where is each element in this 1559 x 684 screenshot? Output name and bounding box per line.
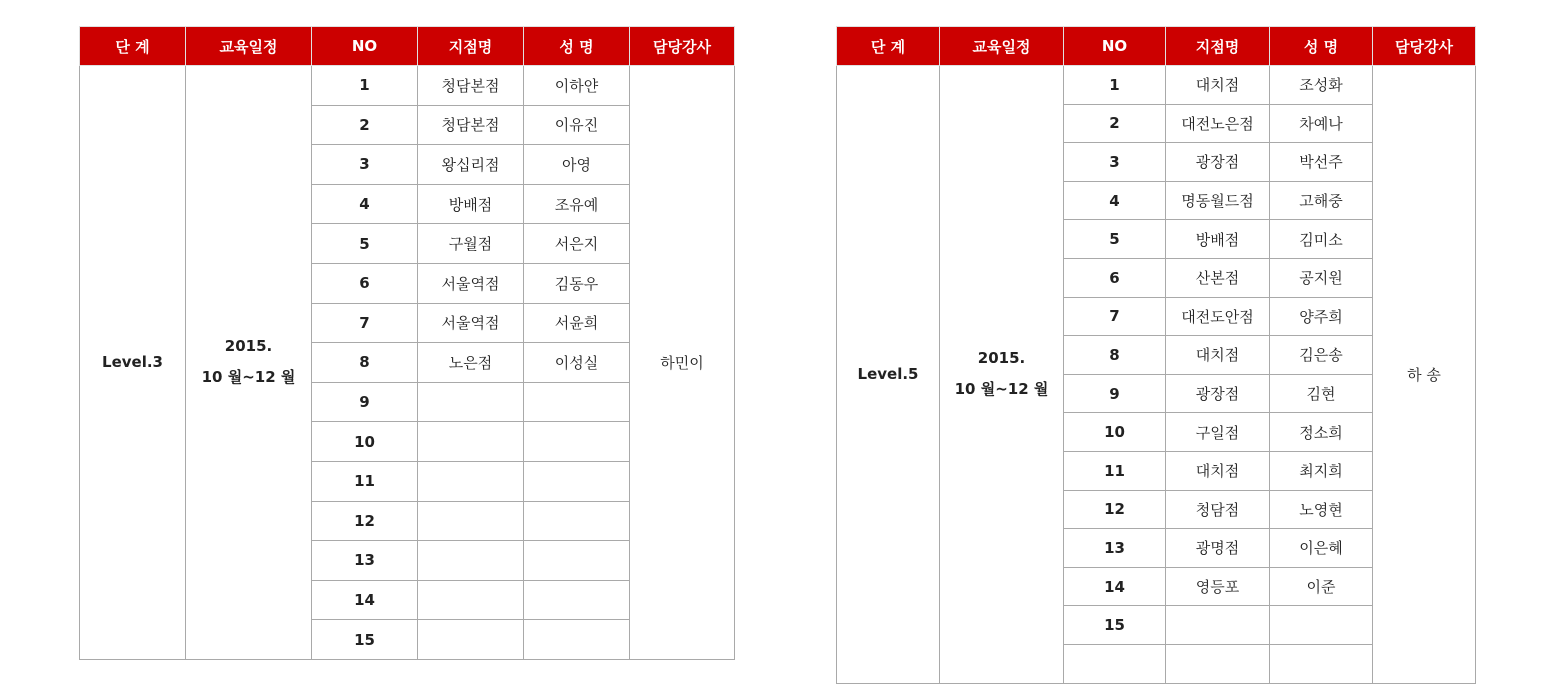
period-year: 2015. bbox=[977, 349, 1026, 368]
period-cell bbox=[940, 66, 1064, 684]
table-row bbox=[80, 66, 735, 106]
row-name: 이준 bbox=[1270, 567, 1373, 606]
row-name: 아영 bbox=[524, 145, 630, 185]
row-branch: 왕십리점 bbox=[418, 145, 524, 185]
row-name bbox=[524, 501, 630, 541]
row-name: 서은지 bbox=[524, 224, 630, 264]
schedule-table-level5 bbox=[836, 26, 1476, 684]
row-name bbox=[524, 422, 630, 462]
row-no: 11 bbox=[312, 461, 418, 501]
period-months: 10 월~12 월 bbox=[201, 368, 296, 387]
row-branch bbox=[418, 501, 524, 541]
row-no: 11 bbox=[1064, 451, 1166, 490]
row-branch: 대치점 bbox=[1166, 336, 1270, 375]
row-no: 5 bbox=[312, 224, 418, 264]
row-no: 9 bbox=[312, 382, 418, 422]
row-name: 조유예 bbox=[524, 184, 630, 224]
row-branch bbox=[418, 382, 524, 422]
row-no: 4 bbox=[312, 184, 418, 224]
row-no: 7 bbox=[1064, 297, 1166, 336]
row-no: 13 bbox=[1064, 529, 1166, 568]
row-no: 14 bbox=[1064, 567, 1166, 606]
row-branch: 대치점 bbox=[1166, 66, 1270, 105]
header-no: NO bbox=[312, 27, 418, 66]
header-row bbox=[80, 27, 735, 66]
row-name: 박선주 bbox=[1270, 143, 1373, 182]
row-no: 3 bbox=[1064, 143, 1166, 182]
header-stage: 단 계 bbox=[837, 27, 940, 66]
row-no: 3 bbox=[312, 145, 418, 185]
row-no: 8 bbox=[312, 343, 418, 383]
row-name: 공지원 bbox=[1270, 258, 1373, 297]
schedule-table-level3 bbox=[79, 26, 735, 660]
row-no: 14 bbox=[312, 580, 418, 620]
header-no: NO bbox=[1064, 27, 1166, 66]
row-branch bbox=[418, 422, 524, 462]
row-no: 13 bbox=[312, 541, 418, 581]
row-branch bbox=[418, 541, 524, 581]
period-year: 2015. bbox=[224, 337, 273, 356]
header-row bbox=[837, 27, 1476, 66]
table-row bbox=[837, 66, 1476, 105]
row-branch: 방배점 bbox=[418, 184, 524, 224]
row-name bbox=[524, 382, 630, 422]
row-branch: 대치점 bbox=[1166, 451, 1270, 490]
row-name: 양주희 bbox=[1270, 297, 1373, 336]
header-branch: 지점명 bbox=[1166, 27, 1270, 66]
row-name: 이은혜 bbox=[1270, 529, 1373, 568]
row-branch: 방배점 bbox=[1166, 220, 1270, 259]
row-branch: 대전노은점 bbox=[1166, 104, 1270, 143]
row-no: 4 bbox=[1064, 181, 1166, 220]
row-branch: 대전도안점 bbox=[1166, 297, 1270, 336]
row-name bbox=[1270, 644, 1373, 683]
row-branch bbox=[1166, 644, 1270, 683]
row-branch: 노은점 bbox=[418, 343, 524, 383]
row-branch bbox=[418, 620, 524, 660]
row-branch: 산본점 bbox=[1166, 258, 1270, 297]
row-branch bbox=[1166, 606, 1270, 645]
row-branch: 청담본점 bbox=[418, 66, 524, 106]
row-name bbox=[524, 541, 630, 581]
row-no: 12 bbox=[312, 501, 418, 541]
row-no: 7 bbox=[312, 303, 418, 343]
row-name: 서윤희 bbox=[524, 303, 630, 343]
row-name: 정소희 bbox=[1270, 413, 1373, 452]
row-name: 김미소 bbox=[1270, 220, 1373, 259]
row-no: 15 bbox=[1064, 606, 1166, 645]
row-name bbox=[524, 580, 630, 620]
header-instructor: 담당강사 bbox=[1373, 27, 1476, 66]
row-no: 2 bbox=[1064, 104, 1166, 143]
row-branch: 청담본점 bbox=[418, 105, 524, 145]
row-no: 8 bbox=[1064, 336, 1166, 375]
row-no: 15 bbox=[312, 620, 418, 660]
header-name: 성 명 bbox=[524, 27, 630, 66]
row-name: 김동우 bbox=[524, 263, 630, 303]
row-name: 고해중 bbox=[1270, 181, 1373, 220]
row-no: 1 bbox=[312, 66, 418, 106]
row-name: 조성화 bbox=[1270, 66, 1373, 105]
row-branch: 청담점 bbox=[1166, 490, 1270, 529]
row-name: 이성실 bbox=[524, 343, 630, 383]
instructor-cell: 하 송 bbox=[1373, 66, 1476, 684]
row-name: 차예나 bbox=[1270, 104, 1373, 143]
row-no bbox=[1064, 644, 1166, 683]
row-no: 10 bbox=[312, 422, 418, 462]
header-name: 성 명 bbox=[1270, 27, 1373, 66]
row-branch bbox=[418, 461, 524, 501]
row-no: 5 bbox=[1064, 220, 1166, 259]
row-branch: 광장점 bbox=[1166, 374, 1270, 413]
row-no: 6 bbox=[312, 263, 418, 303]
row-name: 이하얀 bbox=[524, 66, 630, 106]
row-no: 1 bbox=[1064, 66, 1166, 105]
period-cell bbox=[186, 66, 312, 660]
row-name: 최지희 bbox=[1270, 451, 1373, 490]
row-branch: 영등포 bbox=[1166, 567, 1270, 606]
header-branch: 지점명 bbox=[418, 27, 524, 66]
row-no: 9 bbox=[1064, 374, 1166, 413]
row-branch: 서울역점 bbox=[418, 303, 524, 343]
row-branch: 서울역점 bbox=[418, 263, 524, 303]
level-cell: Level.3 bbox=[80, 66, 186, 660]
row-branch: 광명점 bbox=[1166, 529, 1270, 568]
instructor-cell: 하민이 bbox=[630, 66, 735, 660]
row-no: 2 bbox=[312, 105, 418, 145]
row-branch: 광장점 bbox=[1166, 143, 1270, 182]
row-name bbox=[1270, 606, 1373, 645]
row-name: 김은송 bbox=[1270, 336, 1373, 375]
row-branch bbox=[418, 580, 524, 620]
row-branch: 구월점 bbox=[418, 224, 524, 264]
header-instructor: 담당강사 bbox=[630, 27, 735, 66]
row-no: 12 bbox=[1064, 490, 1166, 529]
row-branch: 구일점 bbox=[1166, 413, 1270, 452]
row-no: 6 bbox=[1064, 258, 1166, 297]
row-name: 이유진 bbox=[524, 105, 630, 145]
row-name bbox=[524, 461, 630, 501]
row-no: 10 bbox=[1064, 413, 1166, 452]
row-name: 노영현 bbox=[1270, 490, 1373, 529]
level-cell: Level.5 bbox=[837, 66, 940, 684]
period-months: 10 월~12 월 bbox=[954, 380, 1049, 399]
header-schedule: 교육일정 bbox=[940, 27, 1064, 66]
row-name: 김현 bbox=[1270, 374, 1373, 413]
header-stage: 단 계 bbox=[80, 27, 186, 66]
row-name bbox=[524, 620, 630, 660]
row-branch: 명동월드점 bbox=[1166, 181, 1270, 220]
header-schedule: 교육일정 bbox=[186, 27, 312, 66]
